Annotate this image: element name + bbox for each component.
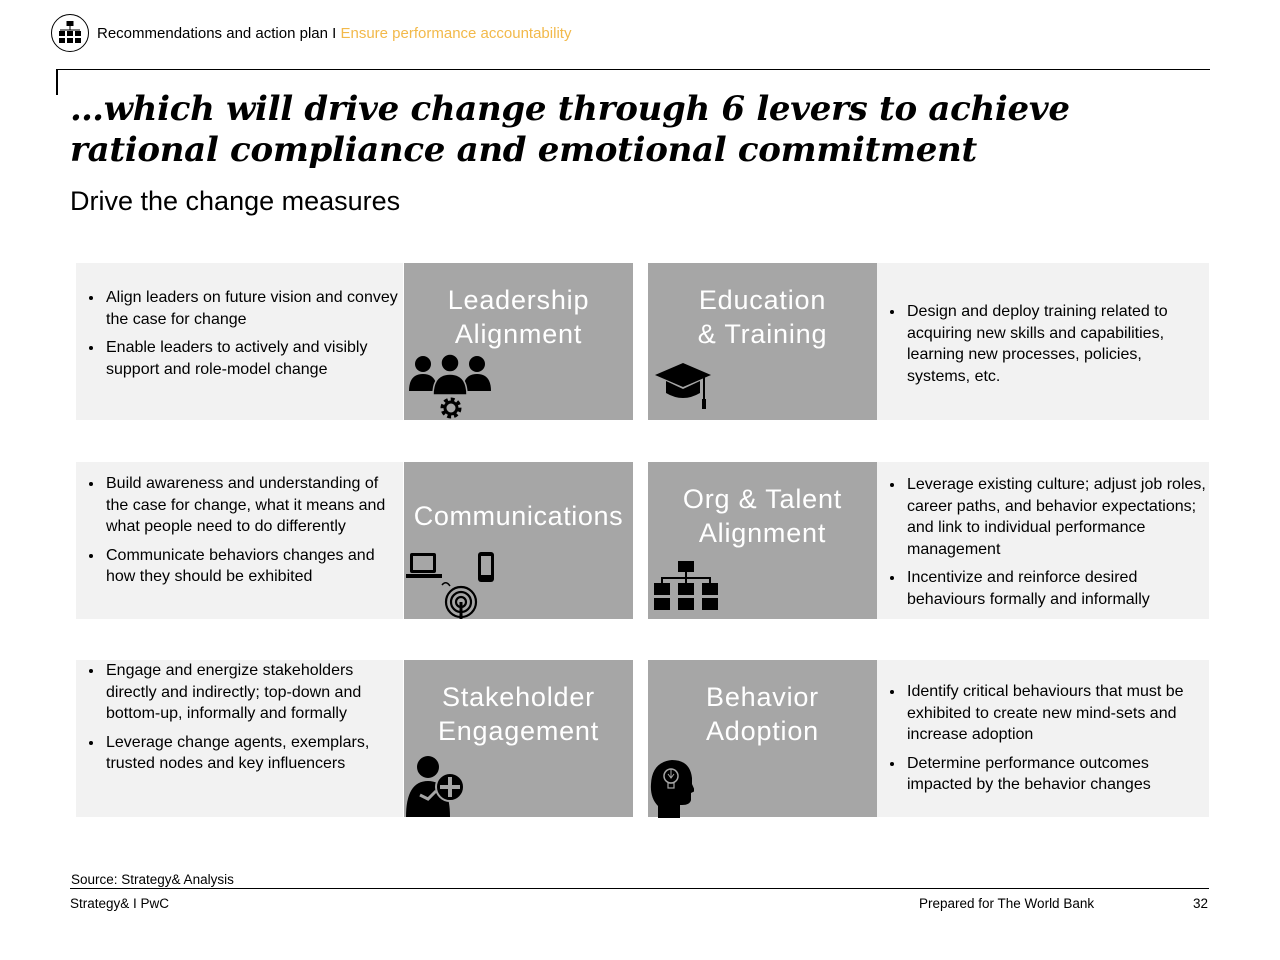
breadcrumb-section: Recommendations and action plan I [97,25,337,42]
lever-stakeholder-engagement [404,660,633,817]
list-item: • Identify critical behaviours that must be exhibited to create new mind-sets and increase adoption [905,681,1209,746]
lever-label: Communications [413,501,624,531]
lever-label: Adoption [706,716,819,746]
lever-label: Engagement [437,716,600,746]
lever-behavior-adoption [648,660,877,817]
footer-prepared-for: Prepared for The World Bank [919,896,1095,911]
list-item: • Leverage change agents, exemplars, trusted nodes and key influencers [104,732,403,775]
stakeholder-description [76,660,403,817]
list-item: • Align leaders on future vision and convey the case for change [104,287,403,330]
page-subtitle: Drive the change measures [70,186,401,216]
breadcrumb [97,25,571,42]
lever-org-talent-alignment [648,462,877,619]
list-item: • Incentivize and reinforce desired behaviours formally and informally [905,567,1209,610]
list-item: • Enable leaders to actively and visibly support and role-model change [104,337,403,380]
education-description [877,263,1209,420]
breadcrumb-current: Ensure performance accountability [340,25,572,42]
list-item: • Design and deploy training related to acquiring new skills and capabilities, learning new processes, policies, systems, etc. [905,301,1209,387]
lever-label: Alignment [454,319,583,349]
lever-leadership-alignment [404,263,633,420]
devices-broadcast-icon [406,550,500,620]
footer-divider [70,888,1209,889]
lever-education-training [648,263,877,420]
source-note: Source: Strategy& Analysis [71,872,234,887]
list-item: • Leverage existing culture; adjust job roles, career paths, and behavior expectations; and link to individual performance management [905,474,1209,560]
lever-label: Education [698,285,827,315]
graduation-cap-icon [654,361,712,413]
org-chart-logo-icon [51,14,89,52]
lever-label: Stakeholder [442,682,595,712]
list-item: • Communicate behaviors changes and how they should be exhibited [104,545,403,588]
lever-label: Org & Talent [682,484,843,514]
leadership-people-gear-icon [408,353,492,421]
page-title: …which will drive change through 6 levers to achieve rational compliance and emotional commitment [70,89,1070,170]
lever-label: Leadership [447,285,590,315]
list-item: • Build awareness and understanding of the case for change, what it means and what people need to do differently [104,473,403,538]
lever-label: Alignment [698,518,827,548]
header-divider [56,69,1210,70]
org-chart-icon [654,559,718,613]
header-divider-tick [56,69,58,95]
page-number: 32 [1193,896,1209,911]
lever-communications [404,462,633,619]
head-lightbulb-icon [648,758,694,818]
behavior-description [877,660,1209,817]
list-item: • Determine performance outcomes impacted by the behavior changes [905,753,1209,796]
list-item: • Engage and energize stakeholders directly and indirectly; top-down and bottom-up, informally and formally [104,660,403,725]
footer-brand: Strategy& I PwC [70,896,170,911]
lever-label: Behavior [706,682,819,712]
leadership-description [76,263,403,420]
org-talent-description [877,462,1209,619]
add-person-icon [406,755,470,817]
communications-description [76,462,403,619]
lever-label: & Training [697,319,828,349]
